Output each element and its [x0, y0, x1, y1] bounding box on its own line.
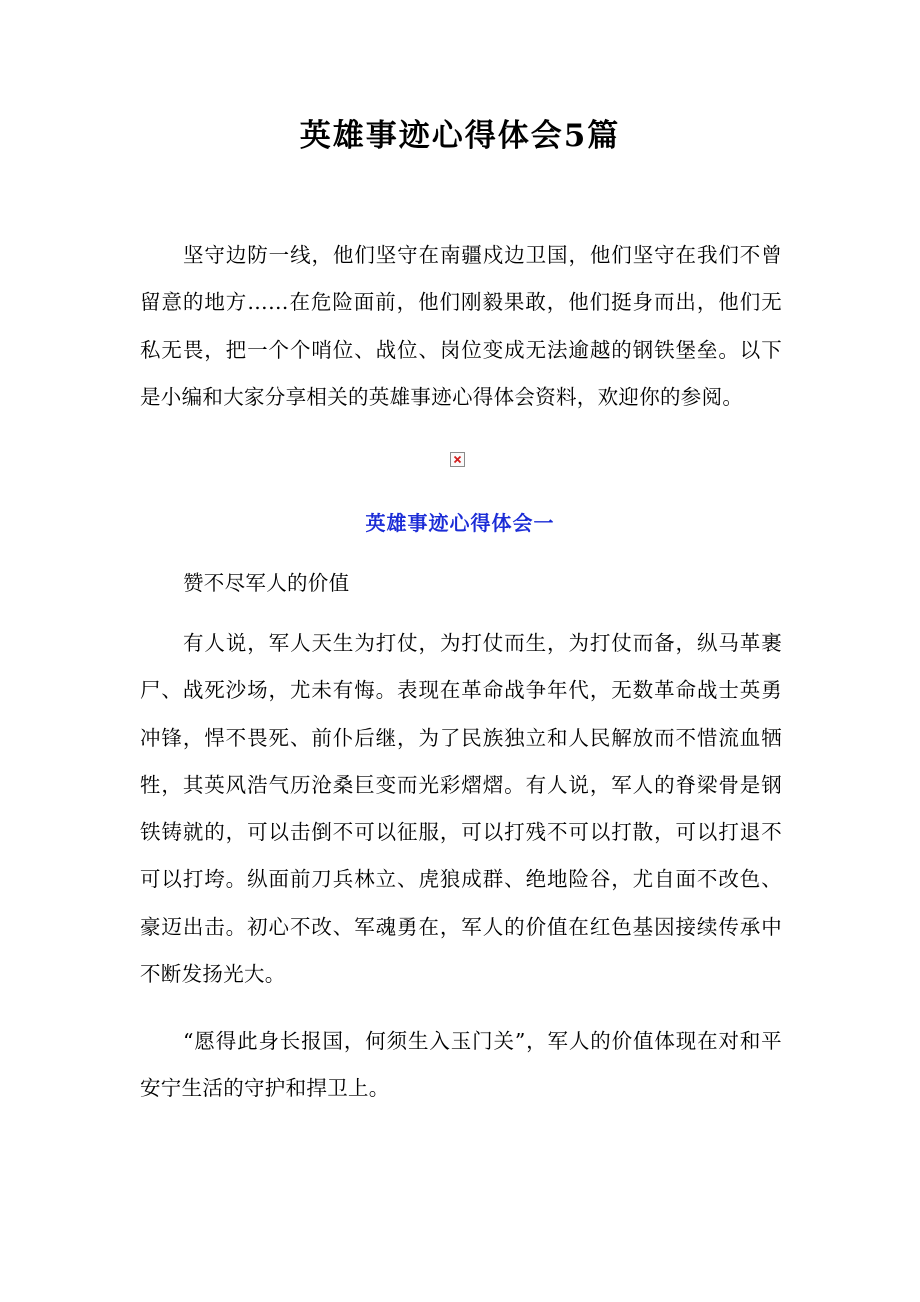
document-title: 英雄事迹心得体会5篇: [299, 118, 621, 154]
broken-image-icon: [450, 452, 465, 467]
body-paragraph: “愿得此身长报国，何须生入玉门关”，军人的价值体现在对和平安宁生活的守护和捍卫上。: [140, 1029, 782, 1101]
section-heading: 英雄事迹心得体会一: [365, 511, 555, 535]
body-paragraph: 有人说，军人天生为打仗，为打仗而生，为打仗而备，纵马革裹尸、战死沙场，尤未有悔。表现在革命战争年代，无数革命战士英勇冲锋，悍不畏死、前仆后继，为了民族独立和人民解放而不惜流血牺牲，其英风浩气历沧桑巨变而光彩熠熠。有人说，军人的脊梁骨是钢铁铸就的，可以击倒不可以征服，可以打残不可以打散，可以打退不可以打垮。纵面前刀兵林立、虎狼成群、绝地险谷，尤自面不改色、豪迈出击。初心不改、军魂勇在，军人的价值在红色基因接续传承中不断发扬光大。: [140, 631, 782, 987]
section-subtitle: 赞不尽军人的价值: [183, 571, 350, 595]
intro-paragraph: 坚守边防一线，他们坚守在南疆戍边卫国，他们坚守在我们不曾留意的地方……在危险面前，他们刚毅果敢，他们挺身而出，他们无私无畏，把一个个哨位、战位、岗位变成无法逾越的钢铁堡垒。以下是小编和大家分享相关的英雄事迹心得体会资料，欢迎你的参阅。: [140, 243, 782, 409]
